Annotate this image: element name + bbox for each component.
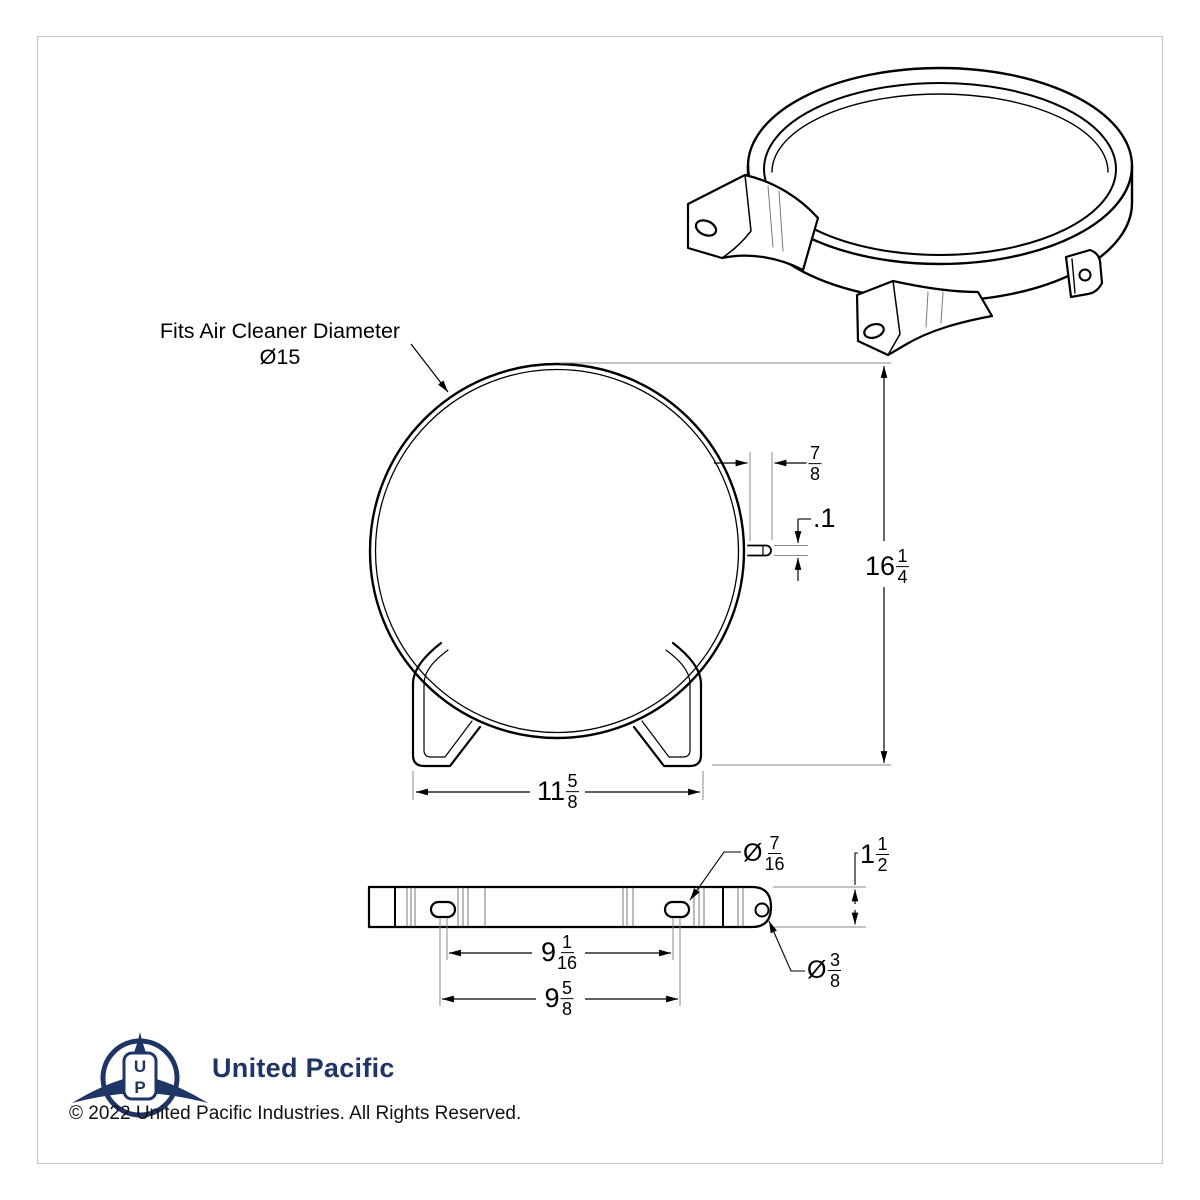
slot-diameter-leader	[690, 852, 741, 900]
bottom-view	[369, 887, 771, 927]
dim-slot-center-spacing: 9 $\frac{1}{16}$	[540, 932, 578, 974]
strap-end-hole	[756, 904, 769, 917]
dim-base-width: 11 $\frac{5}{8}$	[535, 772, 581, 812]
band-end-tab-hole-iso	[1080, 270, 1091, 281]
front-view	[370, 364, 771, 766]
strap-bend-lines	[407, 888, 743, 926]
logo-monogram-p: P	[134, 1078, 146, 1097]
mounting-foot-bottom	[857, 281, 992, 355]
copyright-text: © 2022 United Pacific Industries. All Rights Reserved.	[69, 1103, 522, 1124]
band-circle-inner	[376, 370, 739, 733]
callout-leader	[411, 344, 448, 392]
band-end-tab-front	[748, 546, 771, 556]
mounting-slot-left	[431, 902, 455, 917]
end-hole-leader	[769, 921, 806, 971]
brand-name: United Pacific	[212, 1053, 395, 1083]
strap-outline	[369, 887, 771, 927]
dim-end-hole-diameter: Ø $\frac{3}{8}$	[805, 951, 843, 991]
mounting-slot-right	[665, 902, 689, 917]
air-cleaner-callout	[146, 318, 414, 370]
callout-line1: Fits Air Cleaner Diameter	[159, 319, 401, 343]
leg-left-outer	[413, 643, 480, 766]
band-circle-outer	[370, 364, 744, 738]
leg-right-outer	[634, 643, 701, 766]
dim-slot-hole-diameter: Ø $\frac{7}{16}$	[743, 833, 785, 875]
dim-tab-offset: .1	[813, 503, 836, 533]
dim-slot-outer-spacing: 9 $\frac{5}{8}$	[542, 979, 575, 1019]
dim-tab-length: $\frac{7}{8}$	[806, 444, 823, 484]
logo-monogram-u: U	[133, 1057, 147, 1076]
isometric-view	[688, 68, 1132, 355]
dim-overall-height: 16 $\frac{1}{4}$	[863, 547, 911, 587]
dim-band-width: 1 $\frac{1}{2}$	[858, 835, 891, 875]
callout-line2: Ø15	[259, 345, 301, 370]
band-opening	[764, 83, 1116, 255]
